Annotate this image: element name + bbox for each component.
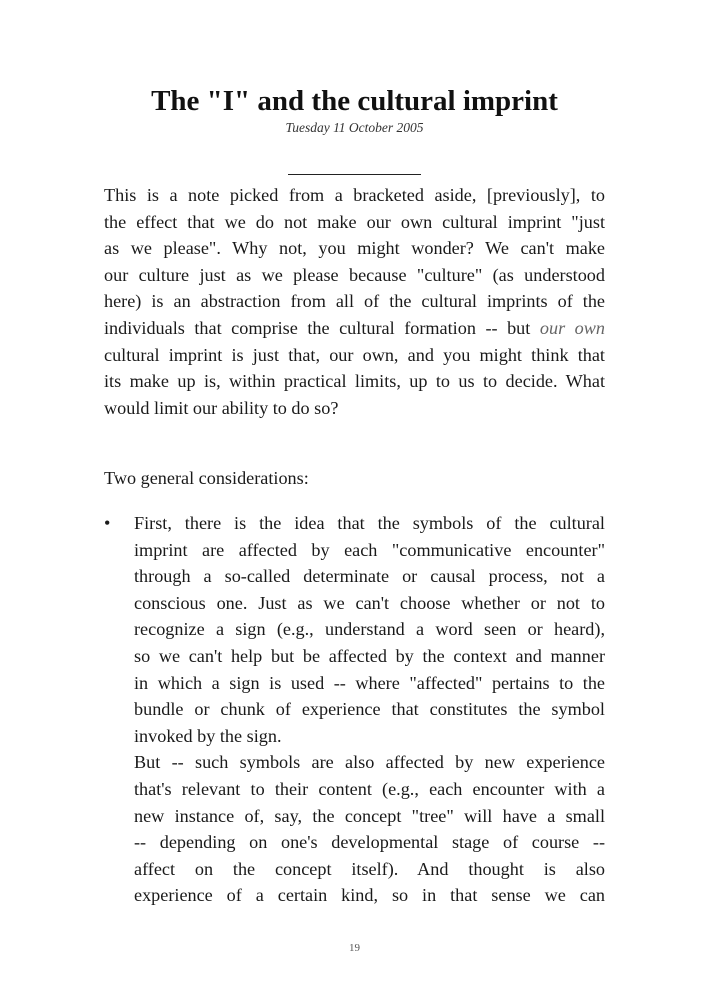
page-title: The "I" and the cultural imprint [151, 85, 558, 117]
text-line [104, 315, 605, 342]
text-line: the effect that we do not make our own cultural imprint "just [104, 211, 605, 232]
text-line: imprint are affected by each "communicative encounter" [134, 539, 605, 560]
text-line: Two general considerations: [104, 468, 309, 488]
bullet-item-1 [134, 510, 605, 909]
text-line: This is a note picked from a bracketed aside, [previously], to [104, 185, 605, 205]
text-line: First, there is the idea that the symbols of the cultural [134, 513, 605, 533]
text-line: cultural imprint is just that, our own, and you might think that [104, 344, 605, 365]
text-line: conscious one. Just as we can't choose whether or not to [134, 592, 605, 613]
text-line: affect on the concept itself). And thought is also [134, 858, 605, 879]
text-line: our culture just as we please because "culture" (as understood [104, 264, 605, 285]
considerations-paragraph [104, 465, 605, 492]
text-line: But -- such symbols are also affected by new experience [134, 752, 605, 773]
text-line: recognize a sign (e.g., understand a word seen or heard), [134, 619, 605, 640]
title-divider [288, 174, 421, 175]
text-line: invoked by the sign. [134, 725, 282, 746]
text-line: -- depending on one's developmental stage of course -- [134, 832, 605, 853]
text-line: bundle or chunk of experience that constitutes the symbol [134, 699, 605, 720]
text-line: that's relevant to their content (e.g., each encounter with a [134, 778, 605, 799]
text-line: new instance of, say, the concept "tree" will have a small [134, 805, 605, 826]
text-line: its make up is, within practical limits, up to us to decide. What [104, 371, 605, 392]
text-line: through a so-called determinate or causal process, not a [134, 566, 605, 587]
bullet-marker: • [104, 513, 111, 533]
text-line: experience of a certain kind, so in that sense we can [134, 885, 605, 906]
text-segment: individuals that comprise the cultural formation -- but [104, 317, 540, 338]
page-number: 19 [349, 942, 360, 954]
text-line: in which a sign is used -- where "affected" pertains to the [134, 672, 605, 693]
emphasis-text: our own [539, 317, 605, 338]
text-line: as we please". Why not, you might wonder? We can't make [104, 238, 605, 259]
text-line: so we can't help but be affected by the context and manner [134, 645, 605, 666]
text-line: would limit our ability to do so? [104, 397, 339, 418]
post-date: Tuesday 11 October 2005 [285, 120, 424, 135]
intro-paragraph [104, 182, 605, 421]
text-line: here) is an abstraction from all of the cultural imprints of the [104, 291, 605, 312]
